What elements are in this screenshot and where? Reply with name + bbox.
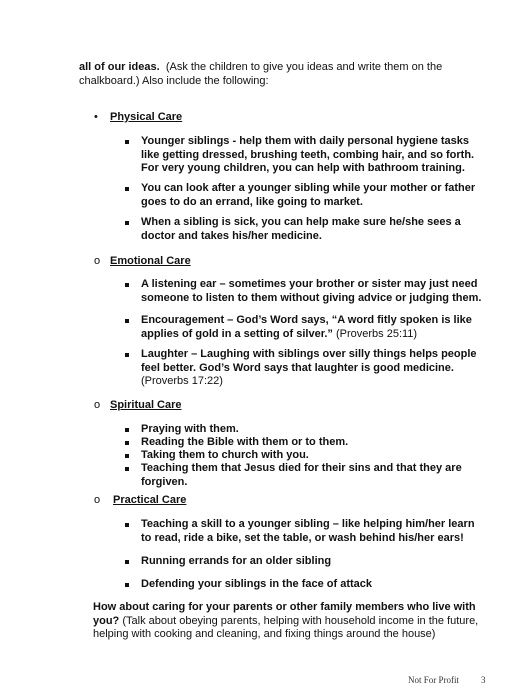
square-bullet (125, 560, 129, 564)
list-item: Running errands for an older sibling (141, 555, 332, 567)
list-item-bold: Encouragement – God’s Word says, “A word fitly spoken is like applies of gold in a setting of silver.” (141, 314, 472, 340)
square-bullet (125, 428, 129, 432)
list-item-bold: A listening ear – sometimes your brother or sister may just need someone to listen to them without giving advice or judging them. (141, 278, 482, 304)
closing-paragraph (93, 601, 503, 642)
square-bullet (125, 523, 129, 527)
closing-bold: How about caring for your parents or other family members who live with you? (93, 601, 476, 627)
intro-bold: all of our ideas. (79, 61, 160, 73)
square-bullet (125, 187, 129, 191)
list-item: Praying with them. (141, 423, 239, 435)
list-item (141, 314, 486, 341)
list-item: Teaching a skill to a younger sibling – like helping him/her learn to read, ride a bike, set the table, or wash behind his/her ears! (141, 518, 475, 544)
list-item: Taking them to church with you. (141, 449, 309, 461)
square-bullet (125, 221, 129, 225)
section-title-text: Physical Care (110, 111, 183, 123)
list-item: You can look after a younger sibling while your mother or father goes to do an errand, like going to market. (141, 182, 476, 208)
section-bullet: • (94, 111, 98, 123)
list-item (141, 348, 486, 389)
closing-text: (Talk about obeying parents, helping with household income in the future, helping with cooking and cleaning, and fixing things around the house) (93, 614, 479, 640)
section-bullet: o (94, 399, 101, 411)
intro-paragraph (79, 61, 499, 88)
list-item-normal: (Proverbs 25:11) (332, 327, 418, 340)
page-number: 3 (481, 675, 486, 685)
list-item: Teaching them that Jesus died for their sins and that they are forgiven. (141, 462, 462, 488)
intro-text: (Ask the children to give you ideas and write them on the chalkboard.) Also include the following: (79, 61, 443, 87)
list-item: Younger siblings - help them with daily personal hygiene tasks like getting dressed, brushing teeth, combing hair, and so forth. For very young children, you can help with bathroom training. (141, 135, 475, 174)
list-item-bold: Laughter – Laughing with siblings over silly things helps people feel better. God’s Word says that laughter is good medicine. (141, 348, 477, 374)
list-item (141, 278, 486, 305)
list-item: Defending your siblings in the face of attack (141, 578, 373, 590)
section-title-text: Practical Care (113, 494, 187, 506)
section-title-physical-care (110, 111, 182, 124)
square-bullet (125, 441, 129, 445)
section-title-text: Spiritual Care (110, 399, 182, 411)
square-bullet (125, 467, 129, 471)
list-item: When a sibling is sick, you can help make sure he/she sees a doctor and takes his/her medicine. (141, 216, 461, 242)
list-item: Reading the Bible with them or to them. (141, 436, 349, 448)
footer-label: Not For Profit (408, 675, 460, 685)
square-bullet (125, 283, 129, 287)
square-bullet (125, 583, 129, 587)
list-item-normal: (Proverbs 17:22) (141, 375, 223, 387)
section-title-spiritual-care (110, 399, 182, 412)
square-bullet (125, 454, 129, 458)
section-title-text: Emotional Care (110, 255, 191, 267)
square-bullet (125, 353, 129, 357)
square-bullet (125, 319, 129, 323)
section-bullet: o (94, 255, 101, 267)
section-title-practical-care (113, 494, 186, 507)
square-bullet (125, 140, 129, 144)
section-bullet: o (94, 494, 101, 506)
section-title-emotional-care (110, 255, 191, 268)
